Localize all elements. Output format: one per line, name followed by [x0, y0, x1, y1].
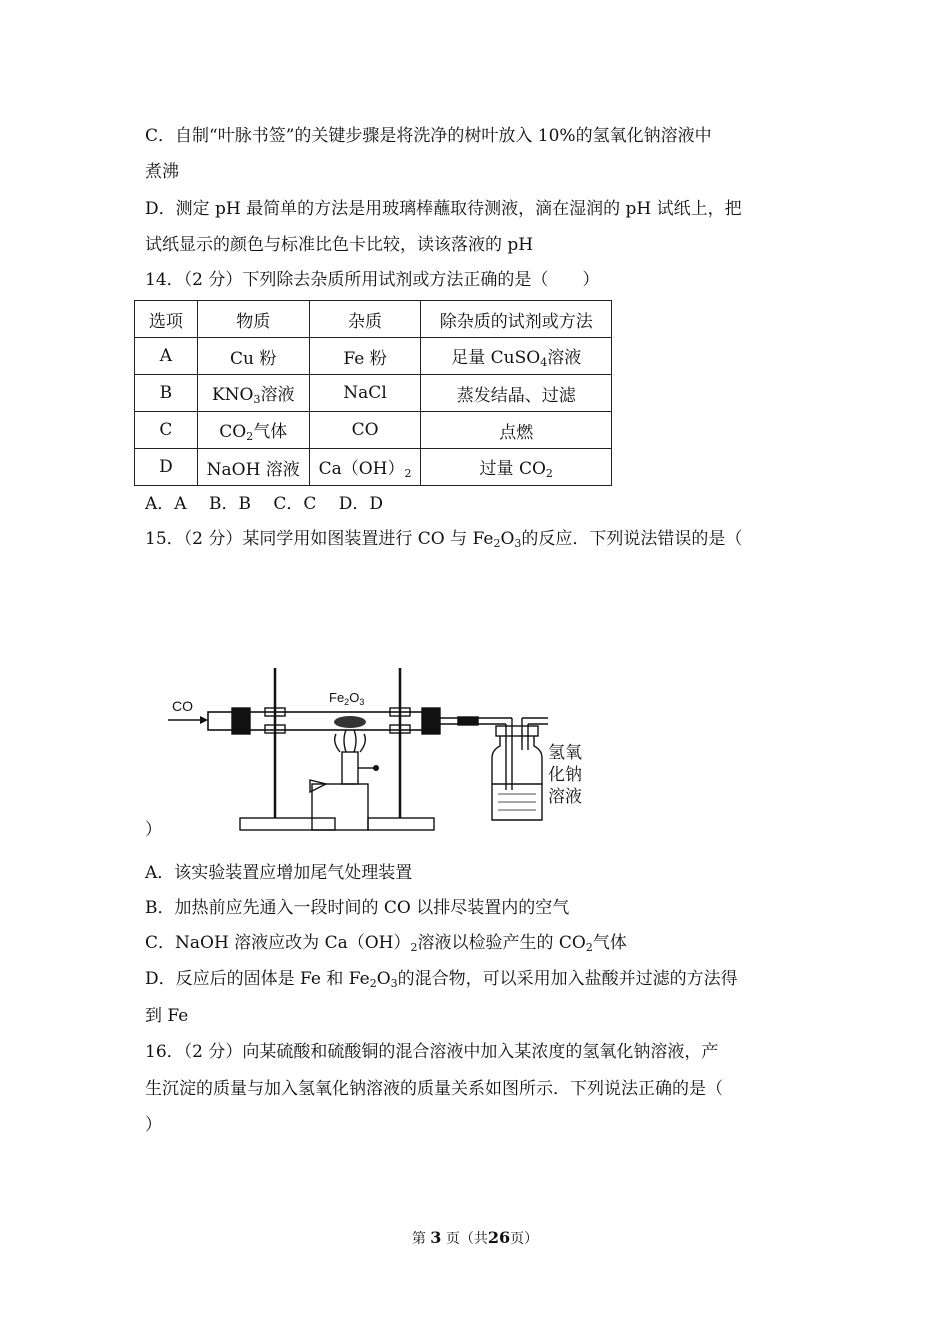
q15-close-paren: ） [145, 820, 162, 840]
fe2o3-powder [334, 716, 366, 728]
table-cell-impurity: $Ca(OH)_2$ [309, 449, 421, 486]
q15-option-b: B．加热前应先通入一段时间的 CO 以排尽装置内的空气 [145, 898, 570, 918]
stopper-left [232, 708, 250, 734]
table-cell-option: C [135, 412, 198, 449]
table-cell-substance: Cu 粉 [197, 338, 309, 375]
rubber-connector [458, 717, 478, 725]
burner-tube [342, 752, 358, 784]
q14-stem: 14．（2 分）下列除去杂质所用试剂或方法正确的是（ ） [145, 270, 600, 290]
stopper-right [422, 708, 440, 734]
q14-table [134, 300, 612, 486]
q15-option-d-line2: 到 Fe [145, 1006, 189, 1026]
stand-base-right [368, 818, 434, 830]
table-cell-option: D [135, 449, 198, 486]
label-naoh-3: 溶液 [548, 787, 582, 806]
table-row [135, 412, 612, 449]
q13-option-d-line2: 试纸显示的颜色与标准比色卡比较，读该落液的 pH [145, 235, 534, 255]
q14-options: A．A B．B C．C D．D [145, 494, 384, 514]
q16-stem-line2: 生沉淀的质量与加入氢氧化钠溶液的质量关系如图所示．下列说法正确的是（ [145, 1079, 723, 1099]
table-header-row [135, 301, 612, 338]
knob-icon [373, 765, 379, 771]
gas-wash-bottle [492, 736, 542, 820]
q13-option-c-line1: C．自制“叶脉书签”的关键步骤是将洗净的树叶放入 10%的氢氧化钠溶液中 [145, 126, 712, 146]
table-row [135, 338, 612, 375]
table-cell-impurity: CO [309, 412, 421, 449]
q15-option-d: D．反应后的固体是 Fe 和 $Fe_2O_3$的混合物，可以采用加入盐酸并过滤的方法得 [145, 969, 738, 990]
q16-stem-line3: ） [145, 1115, 162, 1135]
table-row [135, 375, 612, 412]
page-number: 3 [430, 1228, 442, 1247]
burner-body [312, 784, 368, 830]
table-header-cell: 杂质 [309, 301, 421, 338]
q16-stem-line1: 16．（2 分）向某硫酸和硫酸铜的混合溶液中加入某浓度的氢氧化钠溶液，产 [145, 1042, 719, 1062]
table-row [135, 449, 612, 486]
table-cell-method: 点燃 [421, 412, 612, 449]
table-cell-method: 过量 $CO_2$ [421, 449, 612, 486]
bottle-stopper [496, 726, 538, 736]
q13-option-c-line2: 煮沸 [145, 162, 179, 182]
label-fe2o3: $Fe_2O_3$ [329, 690, 365, 707]
page-footer: 第 3 页（共26页） [411, 1228, 539, 1247]
arrow-head-icon [200, 716, 208, 724]
table-cell-method: 蒸发结晶、过滤 [421, 375, 612, 412]
label-co: CO [172, 698, 193, 714]
table-cell-option: A [135, 338, 198, 375]
page-total: 26 [487, 1228, 511, 1247]
table-cell-impurity: NaCl [309, 375, 421, 412]
q15-stem: 15．（2 分）某同学用如图装置进行 CO 与 $Fe_2O_3$的反应．下列说法错误的是（ [145, 529, 743, 550]
label-naoh-1: 氢氧 [548, 743, 582, 762]
q13-option-d-line1: D．测定 pH 最简单的方法是用玻璃棒蘸取待测液，滴在湿润的 pH 试纸上，把 [145, 199, 742, 219]
table-header-cell: 除杂质的试剂或方法 [421, 301, 612, 338]
table-cell-substance: $CO_2$气体 [197, 412, 309, 449]
table-cell-impurity: Fe 粉 [309, 338, 421, 375]
table-cell-substance: $KNO_3$溶液 [197, 375, 309, 412]
table-cell-option: B [135, 375, 198, 412]
q15-option-a: A．该实验装置应增加尾气处理装置 [145, 863, 413, 883]
q15-option-c: C．NaOH 溶液应改为 $Ca(OH)_2$溶液以检验产生的 $CO_2$气体 [145, 933, 627, 954]
label-naoh-2: 化钠 [548, 765, 582, 784]
stand-base-left [240, 818, 335, 830]
table-cell-substance: NaOH 溶液 [197, 449, 309, 486]
table-header-cell: 物质 [197, 301, 309, 338]
table-cell-method: 足量 CuSO$_4$溶液 [421, 338, 612, 375]
table-header-cell: 选项 [135, 301, 198, 338]
co-fe2o3-apparatus-figure [160, 650, 600, 840]
flame [335, 730, 366, 752]
